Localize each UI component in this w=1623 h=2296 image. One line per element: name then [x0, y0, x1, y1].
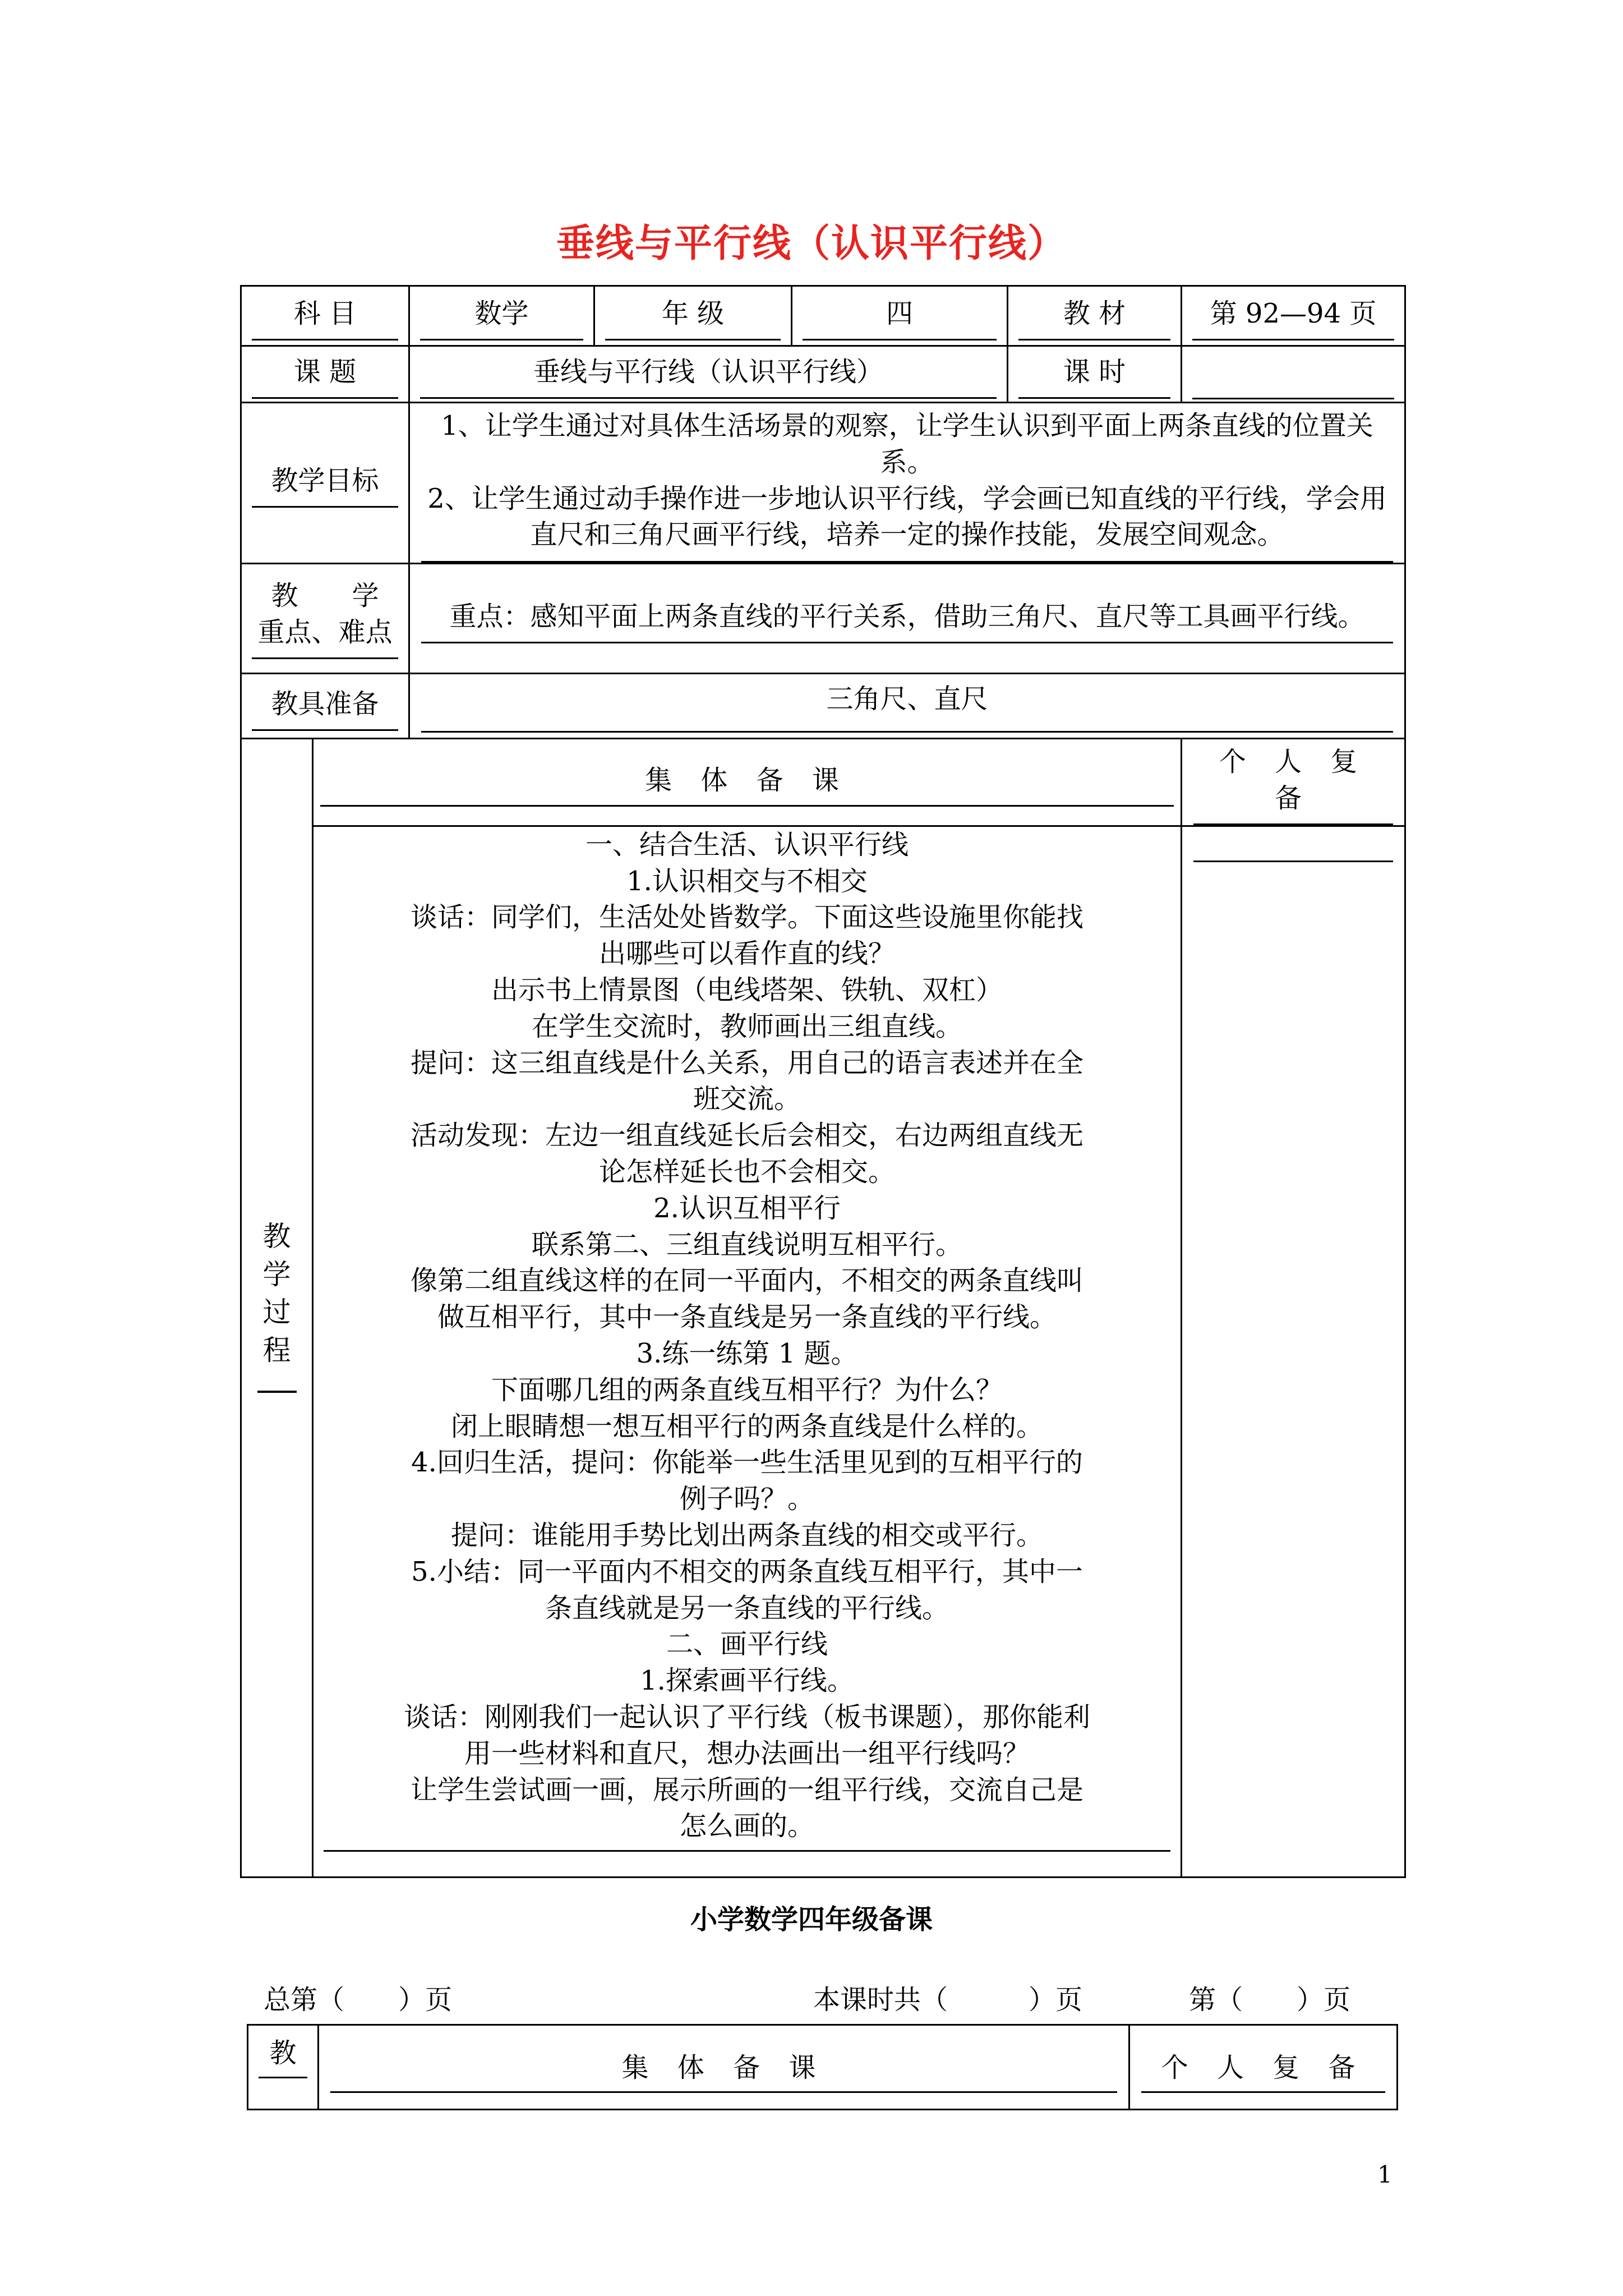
process-line: 4.回归生活，提问：你能举一些生活里见到的互相平行的: [411, 1447, 1083, 1479]
table2-personal-header: 个 人 复 备: [1141, 2041, 1385, 2093]
table2-side-label: 教: [259, 2031, 307, 2078]
page-number: 1: [1377, 2161, 1393, 2188]
subject-label: 科 目: [252, 291, 398, 341]
row-topic: [241, 346, 1405, 403]
process-label-char: 学: [262, 1258, 291, 1291]
personal-prep-line: [1193, 861, 1393, 862]
table2-collective-header: 集 体 备 课: [330, 2041, 1117, 2093]
process-line: 论怎样延长也不会相交。: [599, 1156, 896, 1188]
process-label: [241, 739, 313, 1878]
process-line: 谈话：同学们，生活处处皆数学。下面这些设施里你能找: [411, 901, 1084, 933]
process-line: 二、画平行线: [666, 1628, 828, 1660]
key-points-text: 重点：感知平面上两条直线的平行关系，借助三角尺、直尺等工具画平行线。: [421, 594, 1393, 643]
process-line: 做互相平行，其中一条直线是另一条直线的平行线。: [437, 1301, 1057, 1333]
process-line: 联系第二、三组直线说明互相平行。: [532, 1228, 963, 1260]
subject-value: 数学: [420, 291, 583, 341]
process-line: 3.练一练第 1 题。: [636, 1337, 858, 1369]
process-line: 班交流。: [693, 1083, 801, 1115]
row-subject: [241, 286, 1405, 346]
lesson-plan-table-2: [247, 2024, 1398, 2110]
topic-label: 课 题: [252, 349, 398, 399]
process-label-char: 过: [262, 1296, 291, 1329]
row-key-points: [241, 564, 1405, 674]
process-line: 2.认识互相平行: [653, 1192, 841, 1224]
process-line: 5.小结：同一平面内不相交的两条直线互相平行，其中一: [411, 1556, 1083, 1588]
page-title: 垂线与平行线（认识平行线）: [556, 221, 1067, 266]
row-process-header: [241, 739, 1405, 826]
row-objectives: [241, 403, 1405, 564]
collective-prep-header: 集 体 备 课: [320, 758, 1174, 807]
lesson-page-info: 本课时共（ ）页: [813, 1984, 1083, 2016]
materials-label: 教具准备: [252, 682, 398, 731]
row-materials: [241, 674, 1405, 739]
section-subtitle: 小学数学四年级备课: [690, 1904, 933, 1935]
process-line: 1.认识相交与不相交: [626, 865, 868, 897]
current-page-info: 第（ ）页: [1189, 1984, 1351, 2016]
lesson-plan-table: [240, 285, 1406, 1878]
process-line: 条直线就是另一条直线的平行线。: [545, 1592, 949, 1624]
process-line: 让学生尝试画一画，展示所画的一组平行线，交流自己是: [411, 1774, 1084, 1806]
process-label-char: 教: [262, 1220, 291, 1253]
process-line: 闭上眼睛想一想互相平行的两条直线是什么样的。: [451, 1410, 1044, 1442]
objective-item: 1、让学生通过对具体生活场景的观察，让学生认识到平面上两条直线的位置关系。: [441, 410, 1373, 478]
key-points-label-2: 重点、难点: [252, 614, 398, 659]
key-points-label-1: 教 学: [271, 580, 379, 612]
collective-prep-content: [313, 826, 1182, 1877]
process-line: 出示书上情景图（电线塔架、铁轨、双杠）: [491, 974, 1003, 1006]
textbook-label: 教 材: [1018, 291, 1170, 341]
objectives-text: [421, 403, 1393, 563]
personal-prep-header: 个 人 复 备: [1193, 739, 1393, 825]
row-process-content: [241, 826, 1405, 1877]
process-line: 怎么画的。: [680, 1810, 815, 1842]
grade-value: 四: [803, 291, 997, 341]
topic-value: 垂线与平行线（认识平行线）: [420, 349, 997, 399]
process-label-char: 程: [262, 1333, 291, 1366]
collective-prep-underline: [324, 1844, 1170, 1852]
period-value: [1192, 349, 1394, 399]
process-line: 提问：这三组直线是什么关系，用自己的语言表述并在全: [411, 1047, 1084, 1079]
textbook-value: 第 92—94 页: [1192, 291, 1394, 341]
process-line: 提问：谁能用手势比划出两条直线的相交或平行。: [451, 1519, 1044, 1551]
process-label-underline: [257, 1391, 297, 1393]
materials-text: 三角尺、直尺: [421, 677, 1393, 733]
process-line: 例子吗？。: [680, 1483, 815, 1515]
process-line: 1.探索画平行线。: [640, 1665, 854, 1697]
objectives-label: 教学目标: [252, 458, 398, 508]
process-line: 一、结合生活、认识平行线: [585, 829, 909, 861]
period-label: 课 时: [1018, 349, 1170, 399]
process-line: 在学生交流时，教师画出三组直线。: [532, 1010, 963, 1042]
process-line: 用一些材料和直尺，想办法画出一组平行线吗？: [464, 1737, 1030, 1769]
total-page-info: 总第（ ）页: [264, 1984, 453, 2016]
process-line: 出哪些可以看作直的线？: [599, 938, 896, 970]
process-line: 活动发现：左边一组直线延长后会相交，右边两组直线无: [411, 1120, 1084, 1152]
process-line: 谈话：刚刚我们一起认识了平行线（板书课题），那你能利: [404, 1701, 1091, 1733]
process-line: 像第二组直线这样的在同一平面内，不相交的两条直线叫: [411, 1265, 1084, 1297]
objective-item: 2、让学生通过动手操作进一步地认识平行线，学会画已知直线的平行线，学会用直尺和三角尺画平行线，培养一定的操作技能，发展空间观念。: [427, 482, 1387, 551]
grade-label: 年 级: [605, 291, 781, 341]
personal-prep-content: [1182, 826, 1405, 1877]
process-line: 下面哪几组的两条直线互相平行？为什么？: [491, 1374, 1003, 1406]
